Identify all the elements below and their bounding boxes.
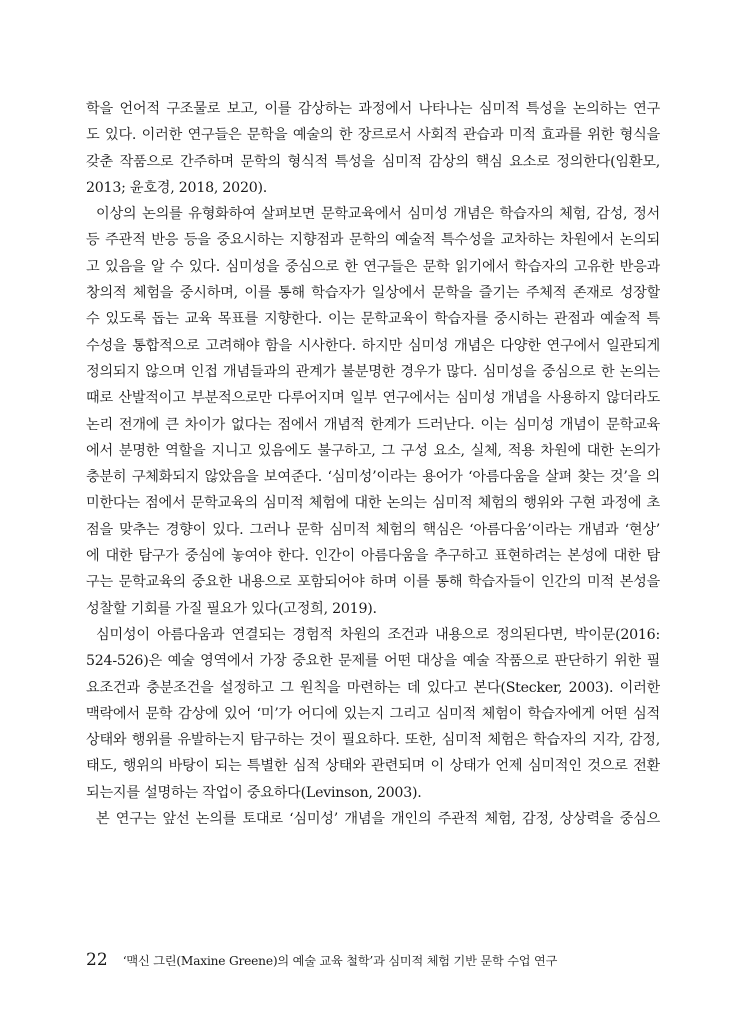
- body-text: [86, 96, 660, 832]
- text-line: 태도, 행위의 바탕이 되는 특별한 심적 상태와 관련되며 이 상태가 언제 심미적인 것으로 전환: [86, 758, 660, 775]
- paragraph-1: [86, 96, 660, 201]
- text-line: 구는 문학교육의 중요한 내용으로 포함되어야 하며 이를 통해 학습자들이 인간의 미적 본성을: [86, 574, 660, 591]
- text-line: 본 연구는 앞선 논의를 토대로 ‘심미성’ 개념을 개인의 주관적 체험, 감정, 상상력을 중심으: [96, 811, 660, 828]
- text-line: 요조건과 충분조건을 설정하고 그 원칙을 마련하는 데 있다고 본다(Stecker, 2003). 이러한: [86, 679, 660, 696]
- page-number: 22: [86, 950, 108, 970]
- text-line: 등 주관적 반응 등을 중요시하는 지향점과 문학의 예술적 특수성을 교차하는 차원에서 논의되: [86, 232, 660, 249]
- text-line: 2013; 윤호경, 2018, 2020).: [86, 179, 268, 196]
- paragraph-2: [86, 201, 660, 622]
- text-line: 미한다는 점에서 문학교육의 심미적 체험에 대한 논의는 심미적 체험의 행위와 구현 과정에 초: [86, 495, 660, 512]
- text-line: 수 있도록 돕는 교육 목표를 지향한다. 이는 문학교육이 학습자를 중시하는 관점과 예술적 특: [86, 311, 660, 328]
- text-line: 이상의 논의를 유형화하여 살펴보면 문학교육에서 심미성 개념은 학습자의 체험, 감성, 정서: [96, 206, 660, 223]
- text-line: 창의적 체험을 중시하며, 이를 통해 학습자가 일상에서 문학을 즐기는 주체적 존재로 성장할: [86, 285, 660, 302]
- text-line: 학을 언어적 구조물로 보고, 이를 감상하는 과정에서 나타나는 심미적 특성을 논의하는 연구: [86, 101, 660, 117]
- paragraph-4: [86, 806, 660, 832]
- text-line: 고 있음을 알 수 있다. 심미성을 중심으로 한 연구들은 문학 읽기에서 학습자의 고유한 반응과: [86, 258, 660, 275]
- text-line: 충분히 구체화되지 않았음을 보여준다. ‘심미성’이라는 용어가 ‘아름다움을 살펴 찾는 것’을 의: [86, 469, 660, 486]
- text-line: 갖춘 작품으로 간주하며 문학의 형식적 특성을 심미적 감상의 핵심 요소로 정의한다(임환모,: [86, 153, 660, 170]
- text-line: 524-526)은 예술 영역에서 가장 중요한 문제를 어떤 대상을 예술 작품으로 판단하기 위한 필: [86, 653, 660, 670]
- text-line: 심미성이 아름다움과 연결되는 경험적 차원의 조건과 내용으로 정의된다면, 박이문(2016:: [96, 626, 660, 643]
- paragraph-3: [86, 622, 660, 806]
- text-line: 상태와 행위를 유발하는지 탐구하는 것이 필요하다. 또한, 심미적 체험은 학습자의 지각, 감정,: [86, 732, 660, 749]
- text-line: 논리 전개에 큰 차이가 없다는 점에서 개념적 한계가 드러난다. 이는 심미성 개념이 문학교육: [86, 416, 660, 433]
- text-line: 에 대한 탐구가 중심에 놓여야 한다. 인간이 아름다움을 추구하고 표현하려는 본성에 대한 탐: [86, 548, 660, 565]
- page-footer: [86, 948, 660, 972]
- running-title: ‘맥신 그린(Maxine Greene)의 예술 교육 철학’과 심미적 체험 기반 문학 수업 연구: [122, 954, 558, 968]
- text-line: 맥락에서 문학 감상에 있어 ‘미’가 어디에 있는지 그리고 심미적 체험이 학습자에게 어떤 심적: [86, 705, 660, 722]
- text-line: 점을 맞추는 경향이 있다. 그러나 문학 심미적 체험의 핵심은 ‘아름다움’이라는 개념과 ‘현상’: [86, 521, 660, 538]
- text-line: 수성을 통합적으로 고려해야 함을 시사한다. 하지만 심미성 개념은 다양한 연구에서 일관되게: [86, 337, 660, 354]
- text-line: 되는지를 설명하는 작업이 중요하다(Levinson, 2003).: [86, 784, 422, 801]
- text-line: 에서 분명한 역할을 지니고 있음에도 불구하고, 그 구성 요소, 실체, 적용 차원에 대한 논의가: [86, 442, 660, 459]
- text-line: 성찰할 기회를 가질 필요가 있다(고정희, 2019).: [86, 600, 377, 617]
- text-line: 정의되지 않으며 인접 개념들과의 관계가 불분명한 경우가 많다. 심미성을 중심으로 한 논의는: [86, 363, 660, 380]
- text-line: 때로 산발적이고 부분적으로만 다루어지며 일부 연구에서는 심미성 개념을 사용하지 않더라도: [86, 390, 660, 407]
- text-line: 도 있다. 이러한 연구들은 문학을 예술의 한 장르로서 사회적 관습과 미적 효과를 위한 형식을: [86, 127, 660, 144]
